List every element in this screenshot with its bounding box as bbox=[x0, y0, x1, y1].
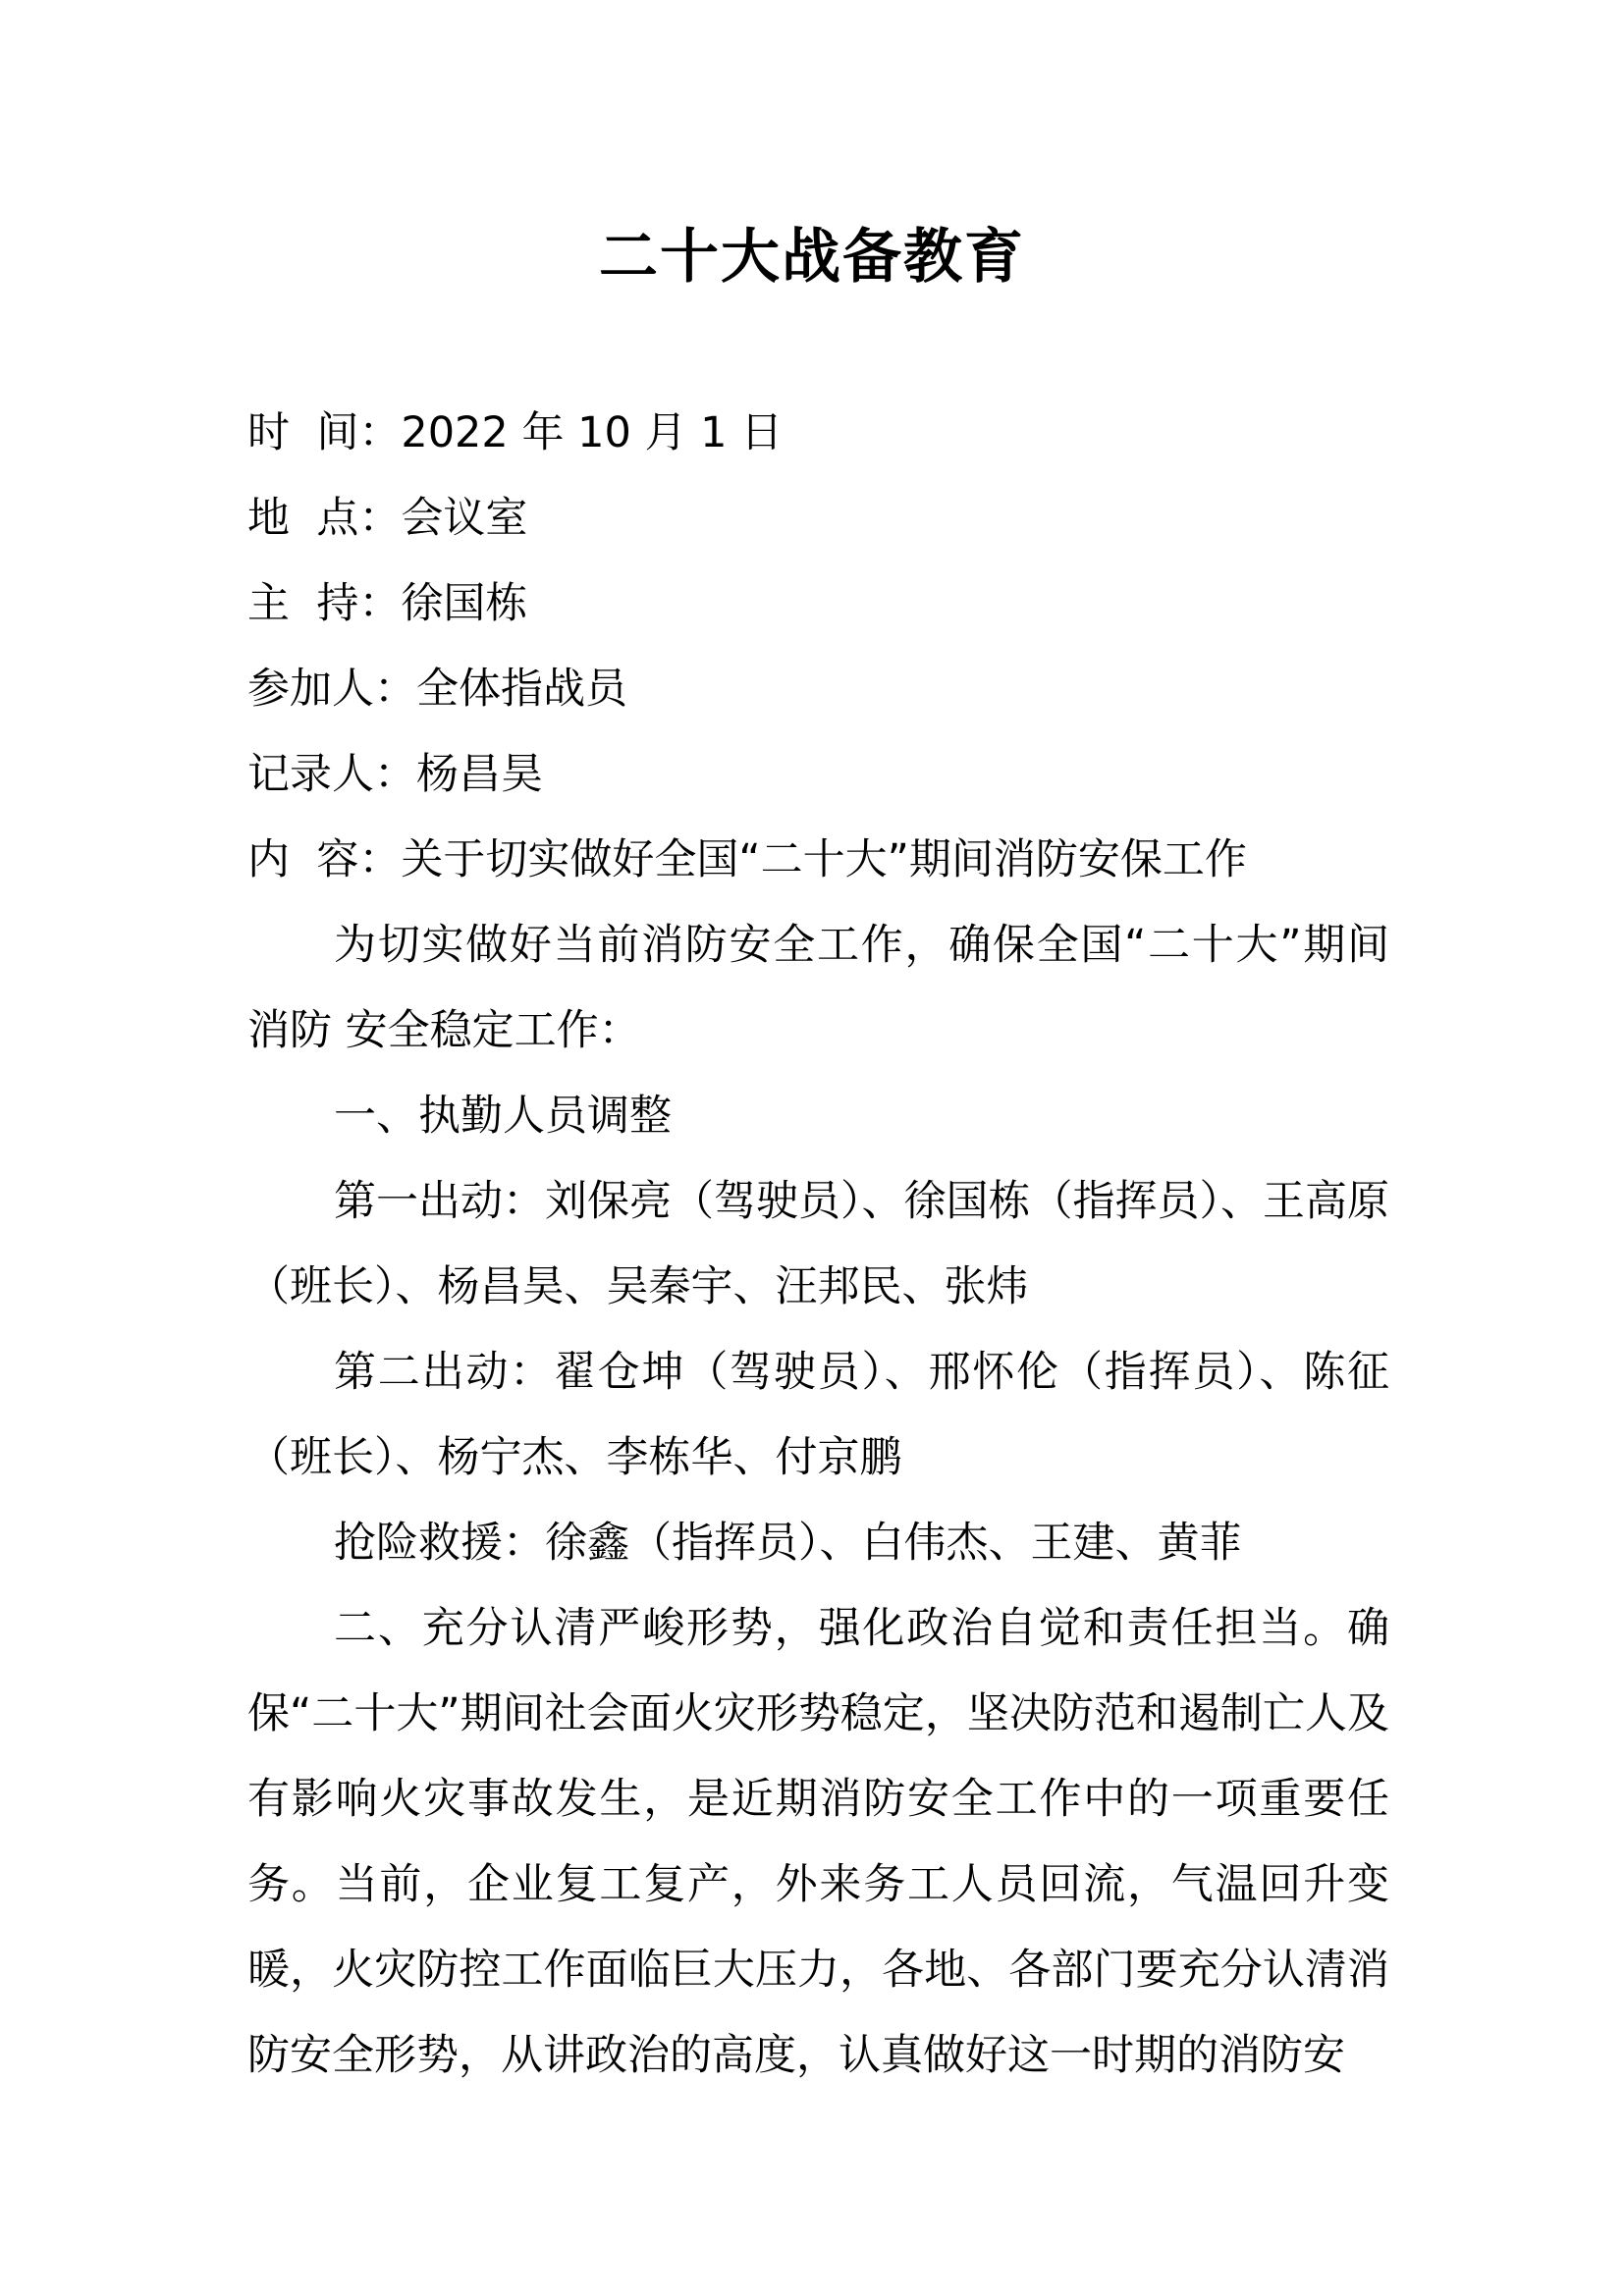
meta-time-label: 时 间： bbox=[247, 408, 402, 457]
meta-place bbox=[247, 476, 1389, 561]
meta-host-value: 徐国栋 bbox=[401, 579, 528, 628]
meta-recorder-label: 记录人： bbox=[247, 750, 416, 799]
paragraph-first-dispatch: 第一出动：刘保亮（驾驶员）、徐国栋（指挥员）、王高原（班长）、杨昌昊、吴秦宇、汪邦民、张炜 bbox=[247, 1177, 1389, 1311]
document-body bbox=[247, 391, 1389, 2099]
meta-time bbox=[247, 391, 1389, 476]
meta-attendees bbox=[247, 647, 1389, 732]
meta-attendees-value: 全体指战员 bbox=[416, 665, 627, 714]
paragraph-section2: 二、充分认清严峻形势，强化政治自觉和责任担当。确保“二十大”期间社会面火灾形势稳定，坚决防范和遏制亡人及有影响火灾事故发生，是近期消防安全工作中的一项重要任务。当前，企业复工复产，外来务工人员回流，气温回升变暖，火灾防控工作面临巨大压力，各地、各部门要充分认清消防安全形势，从讲政治的高度，认真做好这一时期的消防安 bbox=[247, 1604, 1389, 2080]
meta-recorder bbox=[247, 732, 1389, 818]
meta-content-label: 内 容： bbox=[247, 835, 402, 884]
meta-host bbox=[247, 561, 1389, 647]
meta-host-label: 主 持： bbox=[247, 579, 402, 628]
document-title: 二十大战备教育 bbox=[599, 223, 1025, 292]
meta-place-value: 会议室 bbox=[401, 494, 528, 543]
meta-content bbox=[247, 818, 1389, 903]
meta-content-value: 关于切实做好全国“二十大”期间消防安保工作 bbox=[401, 835, 1247, 884]
paragraph-second-dispatch: 第二出动：翟仓坤（驾驶员）、邢怀伦（指挥员）、陈征（班长）、杨宁杰、李栋华、付京鹏 bbox=[247, 1348, 1389, 1482]
meta-recorder-value: 杨昌昊 bbox=[416, 750, 543, 799]
paragraph-rescue: 抢险救援：徐鑫（指挥员）、白伟杰、王建、黄菲 bbox=[334, 1519, 1242, 1568]
section1-heading: 一、执勤人员调整 bbox=[334, 1092, 672, 1141]
meta-place-label: 地 点： bbox=[247, 494, 402, 543]
paragraph-intro: 为切实做好当前消防安全工作，确保全国“二十大”期间消防 安全稳定工作： bbox=[247, 921, 1389, 1055]
meta-time-value: 2022 年 10 月 1 日 bbox=[401, 408, 784, 457]
meta-attendees-label: 参加人： bbox=[247, 665, 416, 714]
